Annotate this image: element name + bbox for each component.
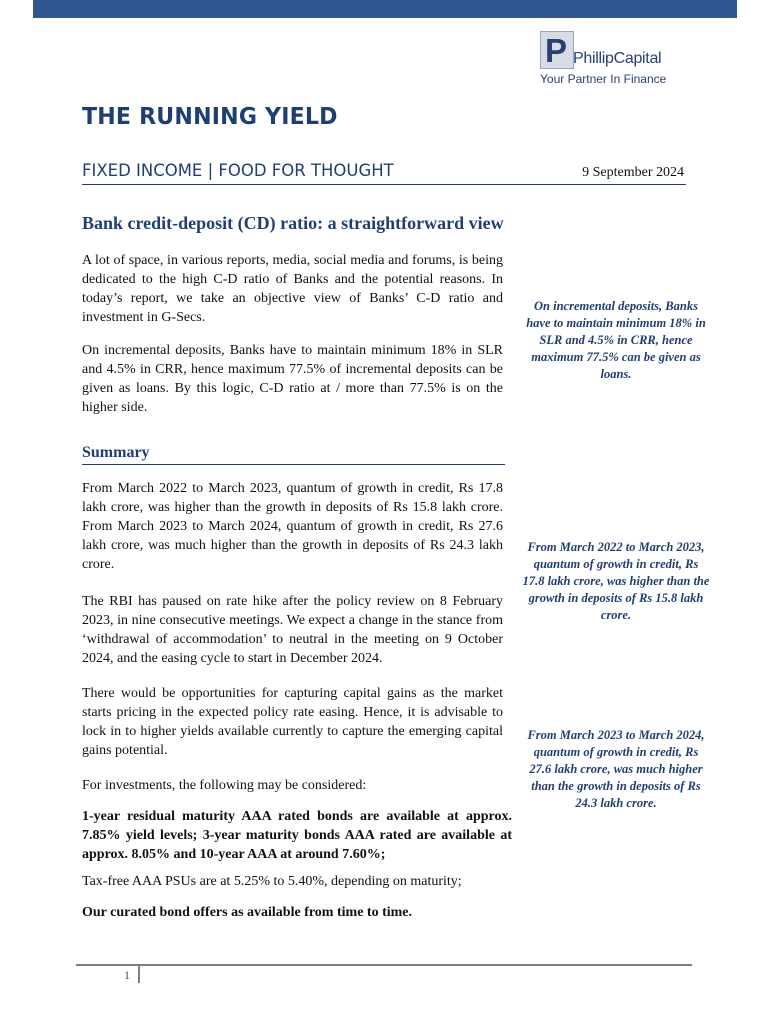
- bond-yields-paragraph: 1-year residual maturity AAA rated bonds are available at approx. 7.85% yield levels; 3-year maturity bonds AAA rated are available at approx. 8.05% and 10-year AAA at around 7.60%;: [82, 809, 512, 862]
- summary-divider: [82, 464, 505, 465]
- logo-letter: P: [545, 32, 568, 69]
- summary-paragraph: The RBI has paused on rate hike after the policy review on 8 February 2023, in nine consecutive meetings. We expect a change in the stance from ‘withdrawal of accommodation’ to neutral in the meeting on 9 October 2024, and the easing cycle to start in December 2024.: [82, 594, 503, 666]
- curated-offers-paragraph: Our curated bond offers as available from time to time.: [82, 905, 412, 920]
- page-subtitle: FIXED INCOME | FOOD FOR THOUGHT: [82, 161, 394, 181]
- brand-name: PhillipCapital: [573, 50, 662, 67]
- sidebar-note: From March 2022 to March 2023, quantum of growth in credit, Rs 17.8 lakh crore, was higher than the growth in deposits of Rs 15.8 lakh crore.: [522, 540, 710, 622]
- summary-paragraph: From March 2022 to March 2023, quantum of growth in credit, Rs 17.8 lakh crore, was higher than the growth in deposits of Rs 15.8 lakh crore. From March 2023 to March 2024, quantum of growth in credit, Rs 27.6 lakh crore, was much higher than the growth in deposits of Rs 24.3 lakh crore.: [82, 481, 503, 572]
- phillipcapital-logo: [540, 31, 690, 87]
- footer-divider: [76, 964, 692, 966]
- brand-tagline: Your Partner In Finance: [540, 72, 667, 86]
- sidebar-note: On incremental deposits, Banks have to maintain minimum 18% in SLR and 4.5% in CRR, hence maximum 77.5% can be given as loans.: [526, 299, 706, 381]
- logo-mark-icon: [540, 31, 574, 69]
- summary-paragraph: For investments, the following may be considered:: [82, 778, 367, 793]
- intro-paragraph: A lot of space, in various reports, media, social media and forums, is being dedicated to the high C-D ratio of Banks and the potential reasons. In today’s report, we take an objective view of Banks’ C-D ratio and investment in G-Secs.: [82, 253, 503, 325]
- tax-free-paragraph: Tax-free AAA PSUs are at 5.25% to 5.40%, depending on maturity;: [82, 874, 462, 889]
- page-title: THE RUNNING YIELD: [82, 104, 338, 130]
- summary-heading: Summary: [82, 444, 150, 461]
- subtitle-divider: [82, 184, 686, 185]
- intro-paragraph: On incremental deposits, Banks have to maintain minimum 18% in SLR and 4.5% in CRR, hence maximum 77.5% of incremental deposits can be given as loans. By this logic, C-D ratio at / more than 77.5% is on the higher side.: [82, 343, 503, 415]
- page-number-separator: [138, 966, 140, 983]
- summary-paragraph: There would be opportunities for capturing capital gains as the market starts pricing in the expected policy rate easing. Hence, it is advisable to lock in to higher yields available currently to capture the emerging capital gains potential.: [82, 686, 503, 758]
- page-number: 1: [124, 968, 130, 982]
- sidebar-note: From March 2023 to March 2024, quantum of growth in credit, Rs 27.6 lakh crore, was much higher than the growth in deposits of Rs 24.3 lakh crore.: [527, 728, 705, 810]
- header-bar: [33, 0, 737, 18]
- report-date: 9 September 2024: [582, 165, 684, 180]
- article-heading: Bank credit-deposit (CD) ratio: a straightforward view: [82, 213, 504, 233]
